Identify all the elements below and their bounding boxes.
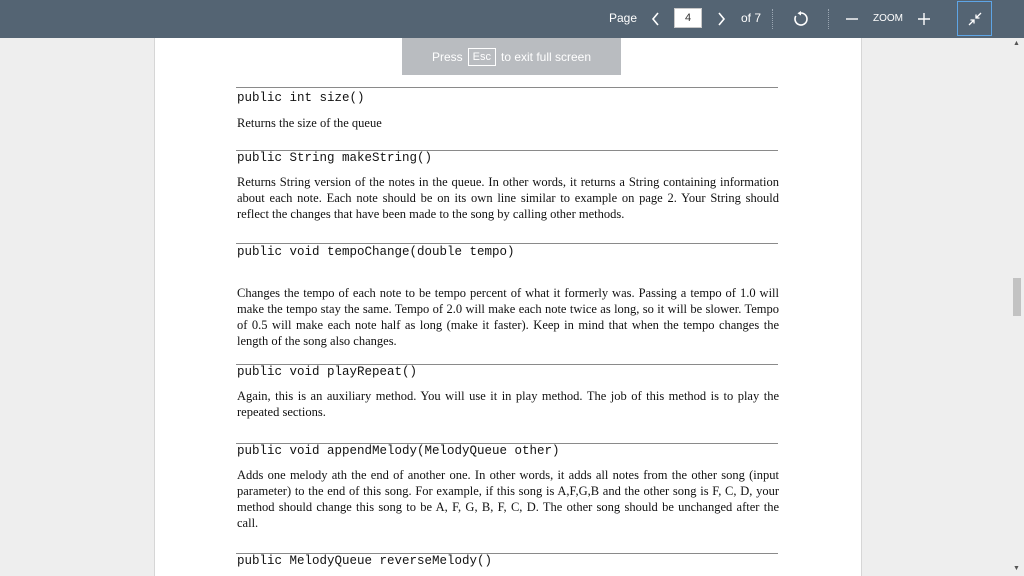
scroll-down-icon[interactable]: ▼ bbox=[1013, 565, 1020, 572]
next-page-button[interactable] bbox=[712, 6, 730, 32]
method-signature: public int size() bbox=[237, 91, 365, 105]
toolbar-divider bbox=[772, 9, 774, 29]
scroll-up-icon[interactable]: ▲ bbox=[1013, 40, 1020, 47]
rotate-button[interactable] bbox=[790, 6, 812, 32]
minus-icon bbox=[846, 13, 858, 25]
rotate-icon bbox=[793, 11, 809, 27]
method-signature: public MelodyQueue reverseMelody() bbox=[237, 554, 493, 568]
method-description: Returns the size of the queue bbox=[237, 116, 382, 130]
method-description: Again, this is an auxiliary method. You will use it in play method. The job of this method is to play the repeated sections. bbox=[237, 389, 779, 419]
chevron-right-icon bbox=[717, 12, 726, 26]
method-description: Adds one melody ath the end of another one. In other words, it adds all notes from the other song (input parameter) to the end of this song. For example, if this song is A,F,G,B and the other song is F, C, D, your method should change this song to be A, F, G, B, F, C, D. The other song should be unchanged after the call. bbox=[237, 468, 779, 530]
scrollbar-thumb[interactable] bbox=[1013, 278, 1021, 316]
exit-fullscreen-button[interactable] bbox=[957, 1, 992, 36]
hint-press: Press bbox=[431, 49, 463, 64]
page-total: of 7 bbox=[741, 11, 762, 25]
page-number-input[interactable] bbox=[674, 8, 702, 28]
chevron-left-icon bbox=[651, 12, 660, 26]
page-label: Page bbox=[609, 11, 638, 25]
zoom-in-button[interactable] bbox=[915, 6, 933, 32]
toolbar-divider bbox=[828, 9, 830, 29]
toolbar bbox=[0, 0, 1024, 38]
method-description: Returns String version of the notes in the queue. In other words, it returns a String containing information about each note. Each note should be on its own line similar to example on page 2. Your String should reflect the changes that have been made to the song by calling other methods. bbox=[237, 175, 779, 221]
method-signature: public void playRepeat() bbox=[237, 365, 418, 379]
method-signature: public void appendMelody(MelodyQueue other) bbox=[237, 444, 560, 458]
hint-text: to exit full screen bbox=[500, 49, 592, 64]
zoom-out-button[interactable] bbox=[843, 6, 861, 32]
exit-fullscreen-icon bbox=[968, 12, 982, 26]
plus-icon bbox=[918, 13, 930, 25]
method-description: Changes the tempo of each note to be tempo percent of what it formerly was. Passing a tempo of 1.0 will make the tempo stay the same. Tempo of 2.0 will make each note twice as long, so it will be slower. Tempo of 0.5 will make each note half as long (make it faster). Keep in mind that when the tempo changes the length of the song also changes. bbox=[237, 286, 779, 348]
section-divider bbox=[236, 243, 778, 244]
zoom-label: ZOOM bbox=[873, 13, 903, 24]
exit-fullscreen-hint bbox=[402, 38, 621, 75]
section-divider bbox=[236, 87, 778, 88]
esc-key-badge: Esc bbox=[468, 48, 496, 66]
previous-page-button[interactable] bbox=[646, 6, 664, 32]
method-signature: public void tempoChange(double tempo) bbox=[237, 245, 515, 259]
method-signature: public String makeString() bbox=[237, 151, 433, 165]
